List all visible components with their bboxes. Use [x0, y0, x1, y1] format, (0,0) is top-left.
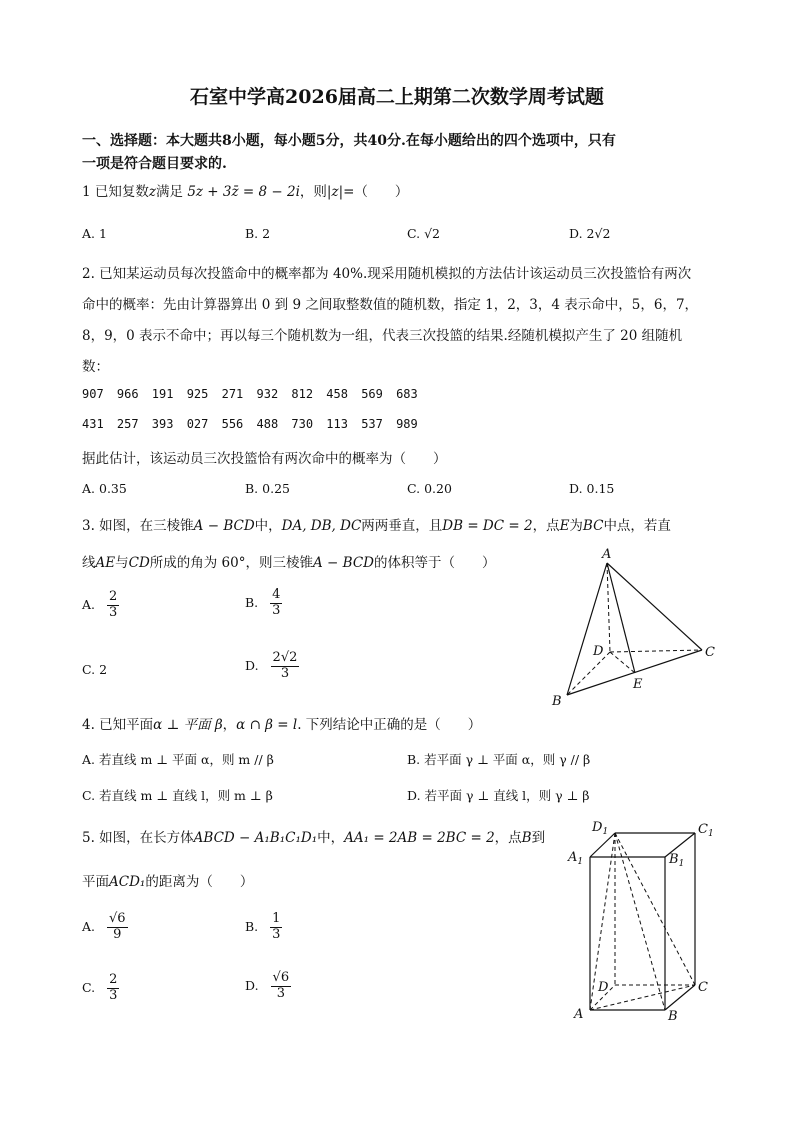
label-a1: $A_1$	[568, 850, 584, 867]
label-e: E	[633, 677, 643, 692]
q3-option-a: A. $\frac{2}{3}$	[82, 589, 118, 620]
label-c: C	[705, 645, 715, 660]
edge-cd1	[615, 833, 695, 985]
question-4-stem: 4. 已知平面α ⊥ 平面 β，α ∩ β = l. 下列结论中正确的是（ ）	[82, 717, 482, 733]
q5-option-c: C. $\frac{2}{3}$	[82, 972, 118, 1003]
question-2-line-2: 命中的概率：先由计算器算出 0 到 9 之间取整数值的随机数，指定 1，2，3，4 表示命中，5，6，7，	[82, 297, 699, 313]
label-a: A	[602, 547, 612, 562]
q3-option-c: C. 2	[82, 662, 108, 677]
random-numbers-row-1: 907 966 191 925 271 932 812 458 569 683	[82, 387, 418, 401]
q5-option-b: B. $\frac{1}{3}$	[245, 911, 281, 942]
question-1-stem: 1 已知复数z满足 5z + 3z̄ = 8 − 2i，则|z|=（ ）	[82, 184, 409, 200]
edge-ac	[607, 563, 702, 650]
q4-option-d: D. 若平面 γ ⊥ 直线 l，则 γ ⊥ β	[407, 788, 590, 803]
q4-option-a: A. 若直线 m ⊥ 平面 α，则 m // β	[82, 752, 274, 767]
label-d: D	[598, 980, 609, 995]
edge-ad	[607, 563, 610, 652]
question-2-question: 据此估计，该运动员三次投篮恰有两次命中的概率为（ ）	[82, 451, 447, 467]
cuboid-figure	[560, 815, 730, 1025]
question-2-line-4: 数：	[82, 359, 109, 375]
q5-option-a: A. $\frac{√6}{9}$	[82, 911, 126, 942]
section-heading-cont: 一项是符合题目要求的.	[82, 156, 227, 172]
q2-option-b: B. 0.25	[245, 481, 290, 496]
label-a: A	[574, 1007, 584, 1022]
page-title: 石室中学高2026届高二上期第二次数学周考试题	[190, 86, 604, 108]
label-d1: $D_1$	[592, 820, 609, 837]
edge-dc	[610, 650, 702, 652]
q5-option-d: D. $\frac{√6}{3}$	[245, 970, 290, 1001]
q2-option-d: D. 0.15	[569, 481, 615, 496]
q4-option-c: C. 若直线 m ⊥ 直线 l，则 m ⊥ β	[82, 788, 273, 803]
question-5-line-1: 5. 如图，在长方体ABCD − A₁B₁C₁D₁中，AA₁ = 2AB = 2BC = 2，点B到	[82, 830, 546, 846]
q2-option-c: C. 0.20	[407, 481, 452, 496]
edge-ae	[607, 563, 635, 673]
question-2-line-1: 2. 已知某运动员每次投篮命中的概率都为 40%.现采用随机模拟的方法估计该运动员三次投篮恰有两次	[82, 266, 692, 282]
question-5-line-2: 平面ACD₁的距离为（ ）	[82, 874, 254, 890]
label-b1: $B_1$	[669, 852, 685, 869]
edge-ab	[567, 563, 607, 695]
q3-option-b: B. $\frac{4}{3}$	[245, 587, 281, 618]
tetrahedron-figure	[550, 545, 725, 710]
question-3-line-2: 线AE与CD所成的角为 60°，则三棱锥A − BCD的体积等于（ ）	[82, 555, 496, 571]
q3-option-d: D. $\frac{2√2}{3}$	[245, 650, 298, 681]
edge-bd1	[615, 833, 665, 1010]
q2-option-a: A. 0.35	[82, 481, 127, 496]
label-b: B	[668, 1009, 678, 1024]
label-c1: $C_1$	[698, 822, 714, 839]
edge-de	[610, 652, 635, 673]
question-2-line-3: 8，9，0 表示不命中；再以每三个随机数为一组，代表三次投篮的结果.经随机模拟产生了 20 组随机	[82, 328, 683, 344]
label-b: B	[552, 694, 562, 709]
q4-option-b: B. 若平面 γ ⊥ 平面 α，则 γ // β	[407, 752, 591, 767]
random-numbers-row-2: 431 257 393 027 556 488 730 113 537 989	[82, 417, 418, 431]
label-c: C	[698, 980, 708, 995]
q1-option-b: B. 2	[245, 226, 271, 241]
q1-option-d: D. 2√2	[569, 226, 611, 241]
label-d: D	[593, 644, 604, 659]
question-3-line-1: 3. 如图，在三棱锥A − BCD中，DA, DB, DC两两垂直，且DB = DC = 2，点E为BC中点，若直	[82, 518, 671, 534]
section-heading: 一、选择题：本大题共8小题，每小题5分，共40分.在每小题给出的四个选项中，只有	[82, 133, 616, 149]
q1-option-c: C. √2	[407, 226, 440, 241]
q1-option-a: A. 1	[82, 226, 107, 241]
